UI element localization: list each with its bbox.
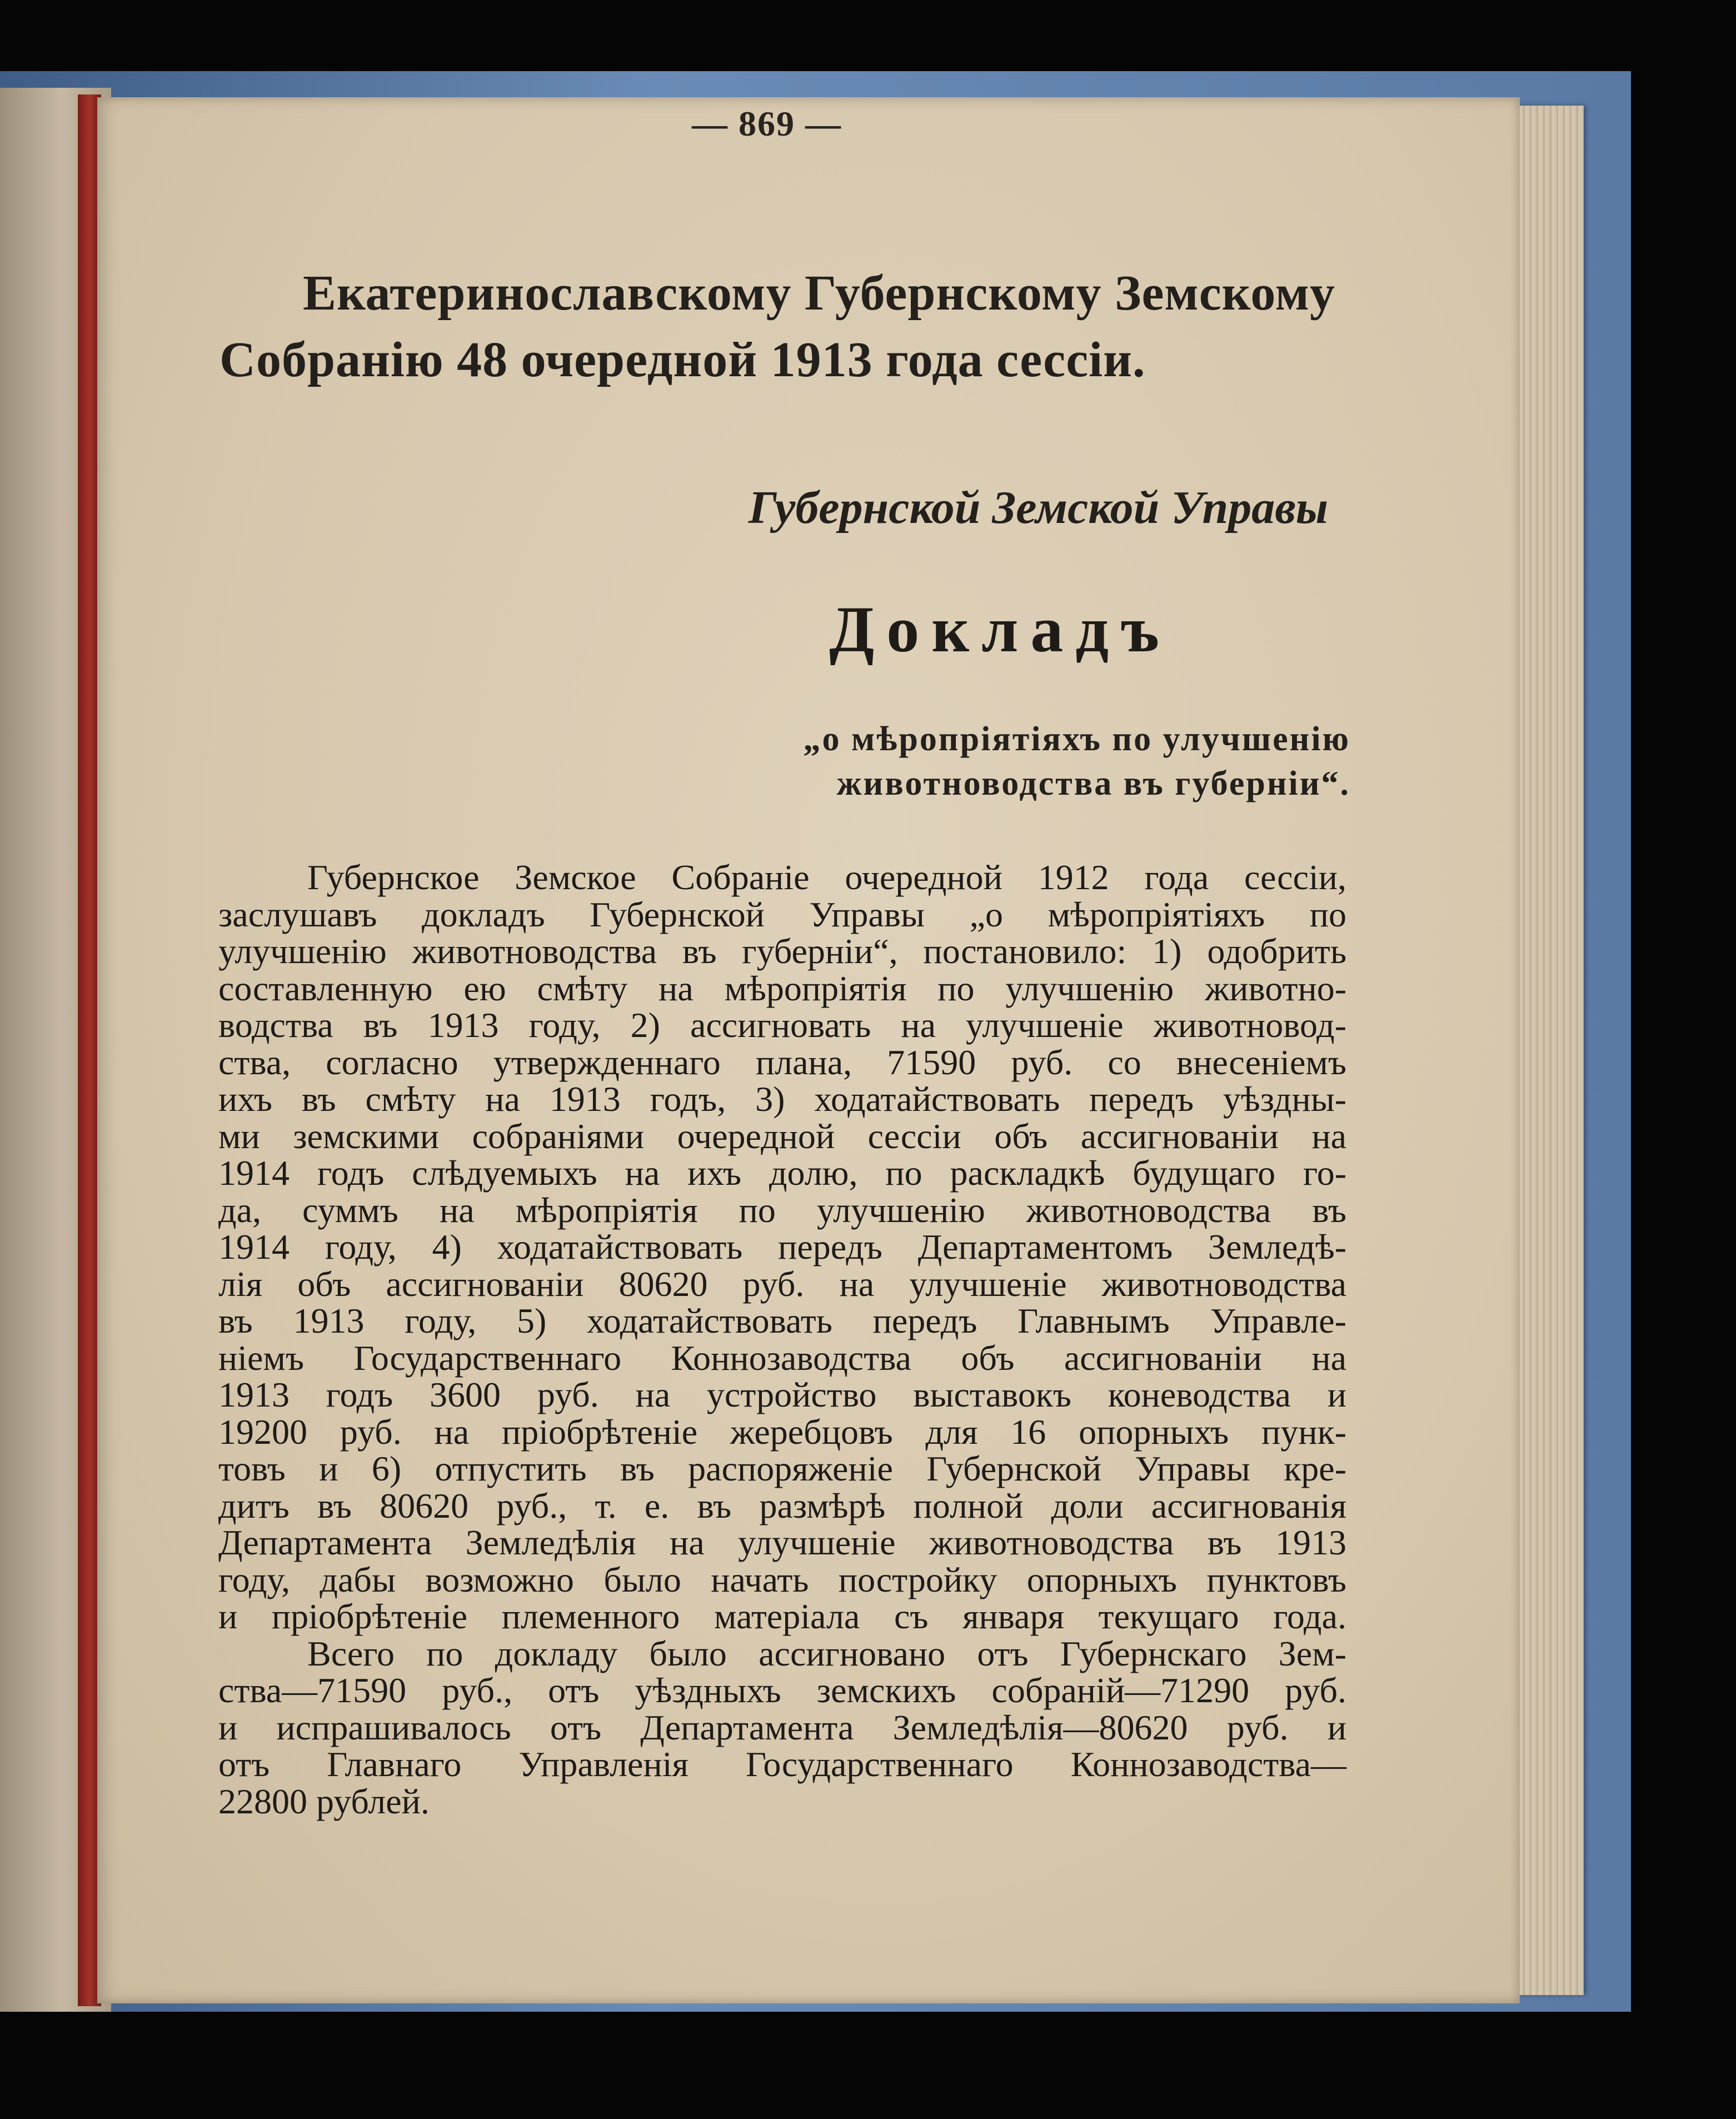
body-line: дитъ въ 80620 руб., т. е. въ размѣрѣ полной доли ассигнованія — [218, 1485, 1346, 1525]
document-subtitle — [695, 717, 1350, 806]
body-line: ми земскими собраніями очередной сессіи объ ассигнованіи на — [218, 1116, 1346, 1156]
body-line: лія объ ассигнованіи 80620 руб. на улучшеніе животноводства — [218, 1264, 1346, 1304]
body-line: и испрашивалось отъ Департамента Земледѣлія—80620 руб. и — [218, 1707, 1346, 1747]
body-line: Губернское Земское Собраніе очередной 1912 года сессіи, — [307, 857, 1346, 897]
body-line: отъ Главнаго Управленія Государственнаго Коннозаводства— — [218, 1744, 1346, 1784]
body-line: ства, согласно утвержденнаго плана, 71590 руб. со внесеніемъ — [218, 1042, 1346, 1082]
body-line: составленную ею смѣту на мѣропріятія по улучшенію животно- — [218, 968, 1346, 1008]
body-line: въ 1913 году, 5) ходатайствовать передъ Главнымъ Управле- — [218, 1301, 1346, 1340]
body-line: 1914 году, 4) ходатайствовать передъ Департаментомъ Земледѣ- — [218, 1227, 1346, 1267]
body-line: товъ и 6) отпустить въ распоряженіе Губернской Управы кре- — [218, 1449, 1346, 1488]
body-line: водства въ 1913 году, 2) ассигновать на улучшеніе животновод- — [218, 1005, 1346, 1045]
page-number: — 869 — — [692, 104, 842, 143]
body-line: заслушавъ докладъ Губернской Управы „о мѣропріятіяхъ по — [218, 894, 1346, 934]
heading — [220, 260, 1359, 393]
body-line: 1914 годъ слѣдуемыхъ на ихъ долю, по раскладкѣ будущаго го- — [218, 1153, 1346, 1193]
body-line: 22800 рублей. — [218, 1781, 430, 1821]
body-line: 1913 годъ 3600 руб. на устройство выставокъ коневодства и — [218, 1375, 1346, 1414]
body-line: Департамента Земледѣлія на улучшеніе животноводства въ 1913 — [218, 1523, 1346, 1562]
heading-line-2: Собранію 48 очередной 1913 года сессіи. — [220, 332, 1146, 387]
body-line: улучшенію животноводства въ губерніи“, постановило: 1) одобрить — [218, 931, 1346, 971]
body-line: году, дабы возможно было начать постройку опорныхъ пунктовъ — [218, 1559, 1346, 1599]
body-line: да, суммъ на мѣропріятія по улучшенію животноводства въ — [218, 1190, 1346, 1230]
document-subtitle-line-1: „о мѣропріятіяхъ по улучшенію — [803, 720, 1350, 758]
body-line: и пріобрѣтеніе племенного матеріала съ января текущаго года. — [218, 1597, 1346, 1636]
body-line: 19200 руб. на пріобрѣтеніе жеребцовъ для 16 опорныхъ пунк- — [218, 1412, 1346, 1452]
body-line: ніемъ Государственнаго Коннозаводства объ ассигнованіи на — [218, 1338, 1346, 1378]
body-text — [218, 859, 1346, 1820]
document-subtitle-line-2: животноводства въ губерніи“. — [836, 765, 1350, 802]
body-line: ства—71590 руб., отъ уѣздныхъ земскихъ собраній—71290 руб. — [218, 1671, 1346, 1710]
document-title: Докладъ — [829, 593, 1171, 666]
subheading: Губернской Земской Управы — [748, 482, 1328, 534]
body-line: ихъ въ смѣту на 1913 годъ, 3) ходатайствовать передъ уѣздны- — [218, 1079, 1346, 1119]
body-line: Всего по докладу было ассигновано отъ Губернскаго Зем- — [307, 1633, 1346, 1673]
heading-line-1: Екатеринославскому Губернскому Земскому — [303, 266, 1335, 321]
